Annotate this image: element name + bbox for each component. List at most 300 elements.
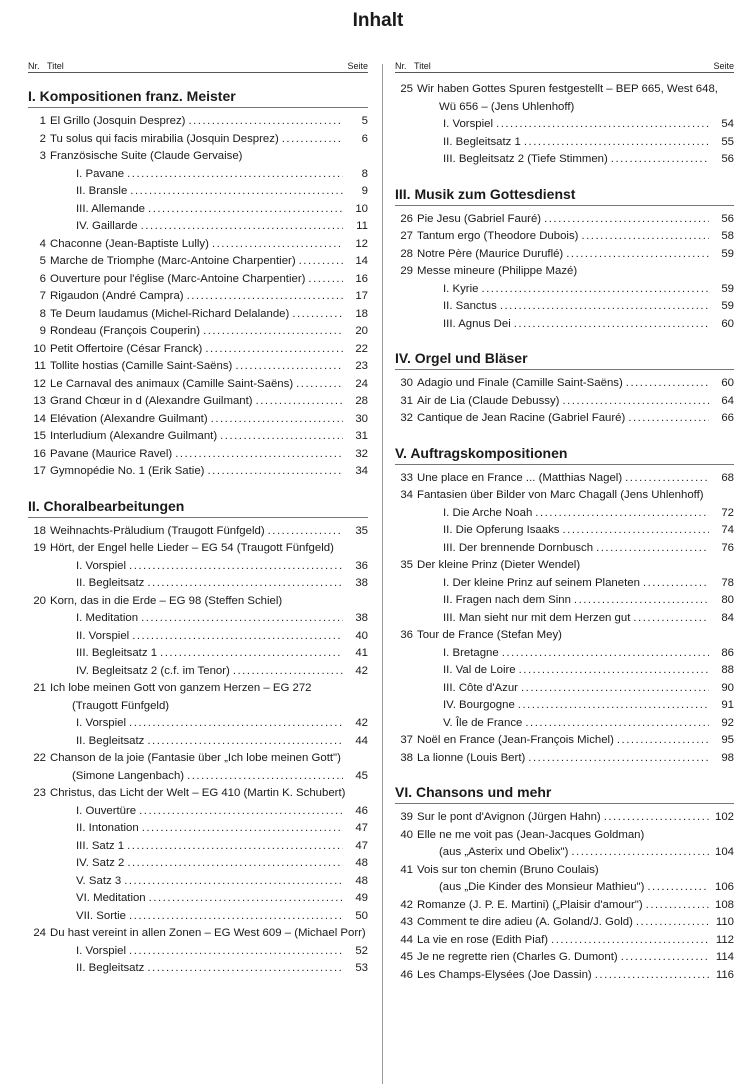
entry-title: Christus, das Licht der Welt – EG 410 (Martin K. Schubert) (50, 787, 346, 799)
entry-number: 44 (400, 933, 413, 946)
entry-title: VI. Meditation (76, 892, 146, 904)
dot-leader (524, 134, 709, 152)
toc-line[interactable] (28, 593, 368, 611)
entry-title: Noël en France (Jean-François Michel) (417, 734, 614, 746)
toc-line[interactable] (395, 697, 734, 715)
toc-line[interactable] (395, 116, 734, 134)
toc-line[interactable] (28, 463, 368, 481)
entry-title: (aus „Die Kinder des Monsieur Mathieu") (439, 881, 645, 893)
entry-title: (Traugott Fünfgeld) (72, 699, 170, 712)
header-seite: Seite (347, 61, 368, 71)
entry-title: Messe mineure (Philippe Mazé) (417, 265, 578, 277)
page-number: 47 (355, 822, 368, 834)
entry-title: II. Begleitsatz (76, 577, 145, 589)
toc-entry (28, 393, 368, 411)
entry-number-spacer (395, 645, 413, 663)
entry-number-spacer (28, 610, 46, 628)
entry-number-spacer (28, 908, 46, 926)
toc-entry (395, 470, 734, 488)
page-number: 60 (721, 317, 734, 330)
entry-number-spacer (28, 183, 46, 201)
toc-entry (28, 411, 368, 429)
toc-line[interactable] (28, 943, 368, 961)
dot-leader (127, 166, 343, 184)
dot-leader (519, 662, 709, 680)
toc-line[interactable] (395, 151, 734, 169)
toc-section (395, 442, 734, 768)
entry-title: Korn, das in die Erde – EG 98 (Steffen Schiel) (50, 594, 283, 607)
entry-number: 22 (33, 752, 46, 764)
dot-leader (147, 575, 343, 593)
toc-line[interactable] (28, 218, 368, 236)
page-number: 38 (355, 577, 368, 589)
entry-title: Tantum ergo (Theodore Dubois) (417, 230, 579, 242)
toc-line[interactable] (395, 645, 734, 663)
entry-title: Grand Chœur in d (Alexandre Guilmant) (50, 395, 253, 407)
toc-line[interactable] (28, 253, 368, 271)
dot-leader (130, 183, 343, 201)
toc-entry (395, 557, 734, 627)
page-number: 59 (721, 282, 734, 295)
page-number: 42 (355, 717, 368, 729)
toc-line[interactable] (395, 246, 734, 264)
page-number: 72 (721, 506, 734, 519)
dot-leader (581, 228, 709, 246)
entry-number-spacer (395, 281, 413, 299)
dot-leader (647, 879, 709, 897)
toc-entry (395, 228, 734, 246)
entry-number: 16 (33, 447, 46, 460)
dot-leader (636, 914, 709, 932)
entry-number: 13 (33, 395, 46, 407)
entry-title: Interludium (Alexandre Guilmant) (50, 430, 218, 442)
toc-entry (395, 809, 734, 827)
toc-line[interactable] (395, 81, 734, 99)
toc-line[interactable] (395, 932, 734, 950)
toc-line[interactable] (28, 523, 368, 541)
page-number: 53 (355, 962, 368, 974)
toc-entry (395, 827, 734, 862)
toc-entry (395, 949, 734, 967)
entry-title: VII. Sortie (76, 909, 127, 922)
dot-leader (256, 393, 343, 411)
toc-entry (395, 932, 734, 950)
toc-line[interactable] (28, 680, 368, 698)
dot-leader (147, 960, 343, 978)
toc-line[interactable] (395, 914, 734, 932)
entry-number: 26 (400, 212, 413, 225)
toc-line[interactable] (28, 628, 368, 646)
page-number: 59 (721, 300, 734, 312)
dot-leader (268, 523, 343, 541)
dot-leader (308, 271, 343, 289)
page-number: 64 (721, 394, 734, 407)
entry-title: III. Begleitsatz 2 (Tiefe Stimmen) (443, 153, 608, 165)
entry-number-spacer (28, 890, 46, 908)
page-number: 8 (361, 167, 368, 180)
toc-entry (28, 428, 368, 446)
entry-number: 5 (39, 255, 46, 267)
toc-column-left (28, 60, 368, 978)
toc-line[interactable] (28, 288, 368, 306)
page-number: 22 (355, 342, 368, 355)
page-number: 42 (355, 664, 368, 677)
toc-line[interactable] (28, 446, 368, 464)
dot-leader (292, 306, 343, 324)
page-number: 86 (721, 646, 734, 659)
toc-line[interactable] (28, 166, 368, 184)
entry-number: 25 (400, 83, 413, 95)
entry-title: I. Bretagne (443, 646, 499, 659)
entry-number: 36 (400, 629, 413, 641)
page-number: 9 (361, 185, 368, 197)
entry-title: Air de Lia (Claude Debussy) (417, 394, 560, 407)
entry-title: II. Sanctus (443, 300, 497, 312)
toc-section (28, 495, 368, 978)
entry-title: III. Man sieht nur mit dem Herzen gut (443, 611, 631, 624)
toc-section (395, 781, 734, 984)
toc-entry (28, 785, 368, 925)
entry-number-spacer (28, 201, 46, 219)
toc-line[interactable] (28, 411, 368, 429)
dot-leader (535, 505, 709, 523)
toc-entry (28, 463, 368, 481)
toc-line[interactable] (395, 522, 734, 540)
dot-leader (212, 236, 343, 254)
toc-line[interactable] (395, 732, 734, 750)
page-number: 55 (721, 135, 734, 148)
dot-leader (220, 428, 343, 446)
toc-line[interactable] (395, 897, 734, 915)
entry-number: 12 (33, 377, 46, 390)
toc-entry (28, 288, 368, 306)
toc-entry (395, 246, 734, 264)
toc-line[interactable] (28, 803, 368, 821)
page-number: 20 (355, 325, 368, 337)
toc-line[interactable] (395, 228, 734, 246)
toc-line[interactable] (28, 838, 368, 856)
entry-title: Elévation (Alexandre Guilmant) (50, 412, 208, 425)
toc-line[interactable] (28, 733, 368, 751)
entry-title: IV. Satz 2 (76, 857, 125, 869)
toc-line[interactable] (28, 376, 368, 394)
toc-line[interactable] (395, 470, 734, 488)
toc-line[interactable] (28, 645, 368, 663)
toc-line[interactable] (395, 375, 734, 393)
entry-title: III. Allemande (76, 202, 146, 215)
toc-line[interactable] (395, 862, 734, 880)
toc-section (28, 85, 368, 481)
entry-number-spacer (395, 575, 413, 593)
page-number: 52 (355, 944, 368, 957)
entry-number-spacer (28, 218, 46, 236)
entry-title: La lionne (Louis Bert) (417, 751, 526, 764)
dot-leader (544, 211, 709, 229)
page-number: 56 (721, 153, 734, 165)
dot-leader (566, 246, 709, 264)
entry-number-spacer (28, 698, 46, 716)
toc-line[interactable] (28, 271, 368, 289)
page-number: 14 (355, 255, 368, 267)
entry-title: Comment te dire adieu (A. Goland/J. Gold) (417, 916, 633, 928)
toc-line[interactable] (28, 393, 368, 411)
entry-number: 9 (39, 325, 46, 337)
entry-title: II. Bransle (76, 185, 128, 197)
toc-line[interactable] (28, 908, 368, 926)
toc-line[interactable] (395, 750, 734, 768)
toc-line[interactable] (395, 281, 734, 299)
toc-line[interactable] (28, 925, 368, 943)
entry-title: Wir haben Gottes Spuren festgestellt – BEP 665, West 648, (417, 83, 718, 95)
toc-line[interactable] (395, 627, 734, 645)
page-number: 56 (721, 212, 734, 225)
entry-number-spacer (28, 838, 46, 856)
toc-line[interactable] (28, 236, 368, 254)
entry-number: 27 (400, 230, 413, 242)
entry-title: III. Begleitsatz 1 (76, 647, 158, 659)
dot-leader (617, 732, 709, 750)
toc-line[interactable] (28, 785, 368, 803)
toc-entry (395, 263, 734, 333)
entry-number: 4 (39, 237, 46, 250)
toc-line[interactable] (395, 592, 734, 610)
toc-section (395, 81, 734, 169)
toc-line[interactable] (28, 113, 368, 131)
page-number: 76 (721, 541, 734, 554)
toc-line[interactable] (395, 505, 734, 523)
page-number: 45 (355, 769, 368, 782)
toc-line[interactable] (28, 183, 368, 201)
toc-line[interactable] (395, 575, 734, 593)
toc-line[interactable] (395, 680, 734, 698)
dot-leader (282, 131, 343, 149)
entry-number-spacer (28, 943, 46, 961)
toc-line[interactable] (395, 410, 734, 428)
dot-leader (528, 750, 709, 768)
entry-title: Sur le pont d'Avignon (Jürgen Hahn) (417, 811, 601, 823)
entry-title: I. Kyrie (443, 282, 479, 295)
entry-title: Ouverture pour l'église (Marc-Antoine Charpentier) (50, 272, 306, 285)
toc-entry (395, 375, 734, 393)
page-number: 48 (355, 874, 368, 887)
toc-entry (28, 750, 368, 785)
toc-line[interactable] (395, 134, 734, 152)
page-number: 95 (721, 734, 734, 746)
entry-number-spacer (28, 768, 46, 786)
toc-entry (28, 680, 368, 750)
toc-line[interactable] (28, 890, 368, 908)
toc-line[interactable] (395, 298, 734, 316)
entry-number-spacer (395, 99, 413, 117)
toc-entry (395, 967, 734, 985)
dot-leader (160, 645, 343, 663)
dot-leader (235, 358, 343, 376)
toc-column-right (395, 60, 734, 984)
toc-line[interactable] (28, 201, 368, 219)
toc-line[interactable] (28, 341, 368, 359)
entry-title: Cantique de Jean Racine (Gabriel Fauré) (417, 412, 626, 424)
entry-title: Notre Père (Maurice Duruflé) (417, 247, 564, 260)
toc-line[interactable] (28, 540, 368, 558)
entry-title: Tollite hostias (Camille Saint-Saëns) (50, 360, 233, 372)
toc-line[interactable] (28, 575, 368, 593)
dot-leader (187, 288, 343, 306)
entry-title: (Simone Langenbach) (72, 769, 185, 782)
page-number: 66 (721, 412, 734, 424)
entry-title: Du hast vereint in allen Zonen – EG West 609 – (Michael Porr) (50, 927, 366, 939)
dot-leader (129, 558, 343, 576)
entry-number: 32 (400, 412, 413, 424)
header-titel: Titel (414, 61, 431, 71)
toc-entry (28, 540, 368, 593)
dot-leader (129, 943, 343, 961)
toc-line[interactable] (28, 715, 368, 733)
entry-title: Je ne regrette rien (Charles G. Dumont) (417, 951, 618, 963)
toc-section (395, 183, 734, 334)
entry-title: Französische Suite (Claude Gervaise) (50, 150, 243, 162)
entry-number-spacer (28, 873, 46, 891)
dot-leader (127, 838, 343, 856)
entry-number: 8 (39, 307, 46, 320)
toc-entry (395, 393, 734, 411)
dot-leader (518, 697, 709, 715)
toc-line[interactable] (28, 131, 368, 149)
entry-title: Te Deum laudamus (Michel-Richard Delalande) (50, 307, 290, 320)
entry-number-spacer (28, 575, 46, 593)
toc-line[interactable] (395, 99, 734, 117)
entry-number: 34 (400, 489, 413, 501)
page-number: 114 (715, 951, 734, 963)
page-number: 23 (355, 360, 368, 372)
toc-line[interactable] (395, 715, 734, 733)
toc-line[interactable] (395, 263, 734, 281)
toc-entry (28, 446, 368, 464)
entry-number: 46 (400, 968, 413, 981)
dot-leader (148, 201, 343, 219)
toc-line[interactable] (395, 540, 734, 558)
entry-number: 2 (39, 132, 46, 145)
dot-leader (296, 376, 343, 394)
entry-title: El Grillo (Josquin Desprez) (50, 115, 186, 127)
header-nr: Nr. (28, 61, 40, 71)
entry-title: Wü 656 – (Jens Uhlenhoff) (439, 100, 575, 113)
toc-line[interactable] (28, 873, 368, 891)
toc-entry (28, 253, 368, 271)
toc-line[interactable] (28, 960, 368, 978)
column-header (28, 60, 368, 73)
page-number: 12 (355, 237, 368, 250)
dot-leader (129, 908, 343, 926)
entry-number: 3 (39, 150, 46, 162)
page-number: 5 (361, 115, 368, 127)
toc-line[interactable] (395, 827, 734, 845)
toc-entry (28, 236, 368, 254)
page-number: 10 (355, 202, 368, 215)
page-number: 41 (355, 647, 368, 659)
toc-line[interactable] (28, 323, 368, 341)
entry-number-spacer (28, 715, 46, 733)
toc-line[interactable] (28, 698, 368, 716)
entry-number-spacer (395, 844, 413, 862)
toc-line[interactable] (28, 148, 368, 166)
dot-leader (625, 470, 709, 488)
toc-line[interactable] (28, 428, 368, 446)
entry-title: Adagio und Finale (Camille Saint-Saëns) (417, 377, 623, 389)
page-number: 6 (361, 132, 368, 145)
entry-number: 17 (33, 465, 46, 477)
toc-line[interactable] (395, 557, 734, 575)
header-titel: Titel (47, 61, 64, 71)
entry-title: II. Begleitsatz (76, 962, 145, 974)
entry-title: I. Vorspiel (76, 717, 127, 729)
toc-line[interactable] (395, 844, 734, 862)
entry-number: 18 (33, 524, 46, 537)
toc-line[interactable] (395, 610, 734, 628)
entry-number: 21 (33, 682, 46, 694)
toc-line[interactable] (395, 662, 734, 680)
toc-entry (28, 113, 368, 131)
entry-title: Pie Jesu (Gabriel Fauré) (417, 212, 542, 225)
dot-leader (628, 410, 709, 428)
toc-line[interactable] (395, 316, 734, 334)
page-title: Inhalt (352, 10, 404, 31)
entry-number: 15 (33, 430, 46, 442)
page-number: 48 (355, 857, 368, 869)
entry-number: 19 (33, 542, 46, 554)
entry-title: I. Der kleine Prinz auf seinem Planeten (443, 576, 640, 589)
dot-leader (562, 393, 709, 411)
toc-line[interactable] (28, 610, 368, 628)
toc-line[interactable] (395, 211, 734, 229)
toc-line[interactable] (395, 393, 734, 411)
entry-number-spacer (395, 715, 413, 733)
entry-title: Tu solus qui facis mirabilia (Josquin Desprez) (50, 132, 279, 145)
toc-line[interactable] (395, 967, 734, 985)
toc-line[interactable] (395, 879, 734, 897)
toc-line[interactable] (395, 487, 734, 505)
dot-leader (188, 113, 343, 131)
toc-line[interactable] (28, 768, 368, 786)
toc-line[interactable] (28, 558, 368, 576)
page-number: 54 (721, 118, 734, 130)
page-number: 80 (721, 594, 734, 606)
entry-number-spacer (395, 662, 413, 680)
dot-leader (633, 610, 709, 628)
toc-line[interactable] (28, 306, 368, 324)
dot-leader (621, 949, 709, 967)
entry-number: 11 (34, 360, 46, 372)
dot-leader (611, 151, 709, 169)
toc-line[interactable] (28, 855, 368, 873)
section-heading: V. Auftragskompositionen (395, 442, 734, 465)
entry-title: Romanze (J. P. E. Martini) („Plaisir d'amour") (417, 898, 643, 911)
page-number: 102 (714, 811, 734, 823)
toc-line[interactable] (395, 809, 734, 827)
toc-line[interactable] (28, 750, 368, 768)
entry-title: IV. Bourgogne (443, 699, 515, 711)
entry-number: 40 (400, 828, 413, 841)
page-number: 50 (355, 909, 368, 922)
toc-line[interactable] (28, 663, 368, 681)
header-seite: Seite (713, 61, 734, 71)
toc-entry (395, 410, 734, 428)
toc-line[interactable] (395, 949, 734, 967)
toc-line[interactable] (28, 820, 368, 838)
toc-entry (28, 341, 368, 359)
entry-title: Petit Offertoire (César Franck) (50, 342, 203, 355)
toc-line[interactable] (28, 358, 368, 376)
entry-number: 30 (400, 377, 413, 389)
